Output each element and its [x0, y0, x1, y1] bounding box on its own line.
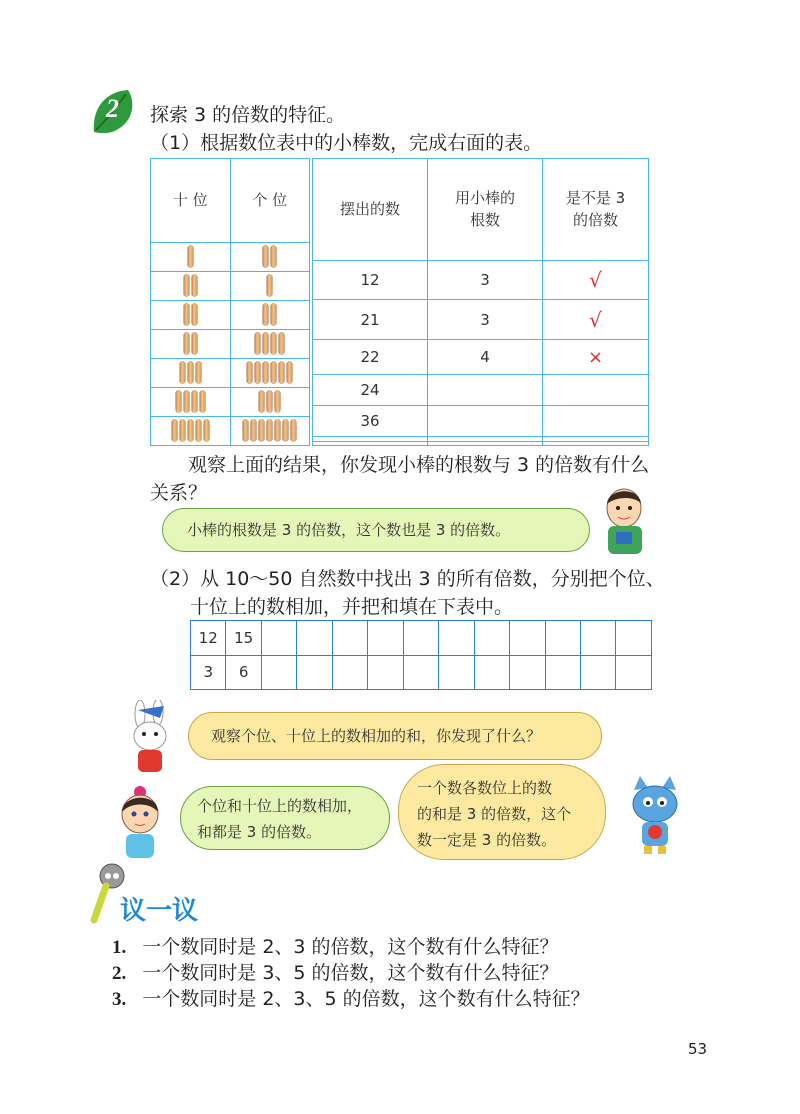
sum-table-sum-cell[interactable]: [580, 655, 615, 690]
result-row: [313, 300, 649, 340]
stick-icon: [192, 391, 197, 412]
section-badge: [88, 86, 140, 138]
boy-speech-bubble: [162, 508, 590, 552]
stick-icon: [287, 362, 292, 383]
question-1-number: 1.: [112, 937, 127, 958]
part2-instruction-line1: （2）从 10～50 自然数中找出 3 的所有倍数，分别把个位、: [150, 568, 665, 590]
sum-table-sum-cell: 6: [226, 655, 261, 690]
result-row: [313, 406, 649, 437]
result-cell-count[interactable]: [428, 375, 543, 406]
result-cell-number: 36: [313, 406, 428, 437]
sum-table-number-cell[interactable]: [545, 621, 580, 656]
stick-cell-tens: [151, 329, 231, 358]
header-ones: 个 位: [230, 159, 310, 243]
result-cell-mark[interactable]: √: [543, 300, 649, 340]
result-cell-count: 4: [428, 340, 543, 375]
result-cell-number: 24: [313, 375, 428, 406]
stick-icon: [263, 246, 268, 267]
result-cell-count: 3: [428, 300, 543, 340]
question-2-number: 2.: [112, 963, 127, 984]
stick-icon: [275, 391, 280, 412]
stick-icon: [180, 420, 185, 441]
question-1-text: 一个数同时是 2、3 的倍数，这个数有什么特征？: [142, 936, 559, 958]
sum-table-sum-cell[interactable]: [439, 655, 474, 690]
stick-cell-ones: [230, 242, 310, 271]
stick-icon: [200, 391, 205, 412]
header-is-multiple: 是不是 3 的倍数: [543, 159, 649, 261]
stick-icon: [263, 333, 268, 354]
stick-icon: [271, 362, 276, 383]
place-value-table: [150, 158, 310, 446]
stick-icon: [196, 420, 201, 441]
stick-icon: [283, 420, 288, 441]
result-cell-number: 12: [313, 260, 428, 300]
sum-table-sum-cell[interactable]: [332, 655, 367, 690]
place-value-row: [151, 300, 310, 329]
cat-character: [622, 776, 688, 860]
sum-table-number-cell[interactable]: [368, 621, 403, 656]
stick-icon: [184, 304, 189, 325]
question-1: [112, 934, 559, 961]
stick-icon: [180, 362, 185, 383]
place-value-row: [151, 416, 310, 445]
sum-table-sum-cell[interactable]: [510, 655, 545, 690]
stick-icon: [196, 362, 201, 383]
question-2: [112, 960, 559, 987]
result-cell-mark[interactable]: [543, 441, 649, 445]
result-row: [313, 375, 649, 406]
sum-table-sum-cell[interactable]: [368, 655, 403, 690]
stick-cell-ones: [230, 358, 310, 387]
sum-table-sum-cell[interactable]: [297, 655, 332, 690]
sum-table-sum-cell[interactable]: [616, 655, 652, 690]
stick-icon: [184, 275, 189, 296]
result-cell-number[interactable]: [313, 441, 428, 445]
question-3-text: 一个数同时是 2、3、5 的倍数，这个数有什么特征？: [142, 988, 590, 1010]
rabbit-character: [120, 700, 182, 784]
stick-icon: [184, 391, 189, 412]
place-value-row: [151, 329, 310, 358]
stick-icon: [255, 333, 260, 354]
boy-speech-text: 小棒的根数是 3 的倍数，这个数也是 3 的倍数。: [187, 521, 511, 539]
stick-cell-ones: [230, 300, 310, 329]
result-row: [313, 340, 649, 375]
girl-character: [110, 784, 170, 864]
stick-icon: [192, 333, 197, 354]
stick-cell-tens: [151, 271, 231, 300]
digit-sum-table: [190, 620, 652, 690]
stick-icon: [271, 304, 276, 325]
sum-table-sum-cell[interactable]: [545, 655, 580, 690]
sum-table-sum-cell[interactable]: [261, 655, 296, 690]
stick-icon: [267, 420, 272, 441]
question-3-number: 3.: [112, 989, 127, 1010]
cat-speech-line2: 的和是 3 的倍数，这个: [417, 805, 572, 823]
section-title: 探索 3 的倍数的特征。: [150, 104, 346, 126]
result-cell-count: 3: [428, 260, 543, 300]
observe-question-line1: 观察上面的结果，你发现小棒的根数与 3 的倍数有什么: [188, 454, 650, 476]
stick-cell-ones: [230, 387, 310, 416]
result-cell-mark[interactable]: ×: [543, 340, 649, 375]
rabbit-speech-text: 观察个位、十位上的数相加的和，你发现了什么？: [211, 727, 542, 745]
stick-cell-ones: [230, 329, 310, 358]
stick-icon: [291, 420, 296, 441]
stick-icon: [259, 420, 264, 441]
stick-icon: [267, 391, 272, 412]
header-count: 用小棒的 根数: [428, 159, 543, 261]
boy-character: [596, 486, 656, 560]
result-cell-count[interactable]: [428, 406, 543, 437]
sum-table-number-cell[interactable]: [439, 621, 474, 656]
place-value-row: [151, 387, 310, 416]
stick-icon: [259, 391, 264, 412]
question-3: [112, 986, 590, 1013]
stick-icon: [192, 304, 197, 325]
girl-speech-line2: 和都是 3 的倍数。: [197, 823, 322, 841]
stick-icon: [279, 362, 284, 383]
stick-icon: [243, 420, 248, 441]
sum-table-number-cell[interactable]: [403, 621, 438, 656]
stick-icon: [271, 246, 276, 267]
girl-speech-bubble: [180, 786, 390, 850]
part1-instruction: （1）根据数位表中的小棒数，完成右面的表。: [150, 132, 543, 154]
sum-table-number-cell[interactable]: [580, 621, 615, 656]
discuss-title: 议一议: [120, 896, 199, 926]
sum-table-number-cell[interactable]: [616, 621, 652, 656]
stick-icon: [188, 420, 193, 441]
sum-table-sum-cell[interactable]: [474, 655, 509, 690]
stick-cell-ones: [230, 271, 310, 300]
stick-cell-tens: [151, 300, 231, 329]
sum-table-sum-cell: 3: [191, 655, 226, 690]
stick-icon: [172, 420, 177, 441]
place-value-row: [151, 358, 310, 387]
place-value-row: [151, 271, 310, 300]
section-number: 2: [106, 94, 119, 123]
stick-icon: [247, 362, 252, 383]
sum-table-number-cell[interactable]: [474, 621, 509, 656]
stick-icon: [184, 333, 189, 354]
header-tens: 十 位: [151, 159, 231, 243]
stick-icon: [275, 420, 280, 441]
girl-speech-line1: 个位和十位上的数相加，: [197, 797, 363, 815]
part2-instruction-line2: 十位上的数相加，并把和填在下表中。: [190, 596, 514, 618]
sum-table-number-cell[interactable]: [297, 621, 332, 656]
stick-cell-tens: [151, 387, 231, 416]
sum-table-number-cell[interactable]: [332, 621, 367, 656]
stick-icon: [263, 304, 268, 325]
stick-icon: [176, 391, 181, 412]
stick-icon: [271, 333, 276, 354]
page-number: 53: [688, 1040, 708, 1058]
stick-icon: [267, 275, 272, 296]
result-cell-number: 22: [313, 340, 428, 375]
stick-icon: [263, 362, 268, 383]
result-cell-mark[interactable]: [543, 375, 649, 406]
stick-icon: [204, 420, 209, 441]
question-2-text: 一个数同时是 3、5 的倍数，这个数有什么特征？: [142, 962, 559, 984]
sum-table-sum-cell[interactable]: [403, 655, 438, 690]
result-cell-mark[interactable]: [543, 406, 649, 437]
stick-cell-ones: [230, 416, 310, 445]
stick-icon: [255, 362, 260, 383]
result-table: [312, 158, 649, 446]
place-value-row: [151, 242, 310, 271]
result-cell-mark[interactable]: √: [543, 260, 649, 300]
sum-table-number-cell: 15: [226, 621, 261, 656]
sum-table-number-cell[interactable]: [261, 621, 296, 656]
result-row: [313, 260, 649, 300]
observe-question-line2: 关系？: [150, 482, 208, 504]
stick-icon: [188, 362, 193, 383]
cat-speech-line1: 一个数各数位上的数: [417, 779, 553, 797]
result-cell-number: 21: [313, 300, 428, 340]
stick-icon: [279, 333, 284, 354]
result-cell-count[interactable]: [428, 441, 543, 445]
header-number: 摆出的数: [313, 159, 428, 261]
stick-icon: [251, 420, 256, 441]
cat-speech-line3: 数一定是 3 的倍数。: [417, 831, 557, 849]
stick-icon: [192, 275, 197, 296]
sum-table-number-cell[interactable]: [510, 621, 545, 656]
stick-icon: [188, 246, 193, 267]
sum-table-number-cell: 12: [191, 621, 226, 656]
rabbit-speech-bubble: [188, 712, 602, 760]
result-row: [313, 441, 649, 445]
cat-speech-bubble: [398, 764, 606, 860]
stick-cell-tens: [151, 358, 231, 387]
stick-cell-tens: [151, 416, 231, 445]
stick-cell-tens: [151, 242, 231, 271]
